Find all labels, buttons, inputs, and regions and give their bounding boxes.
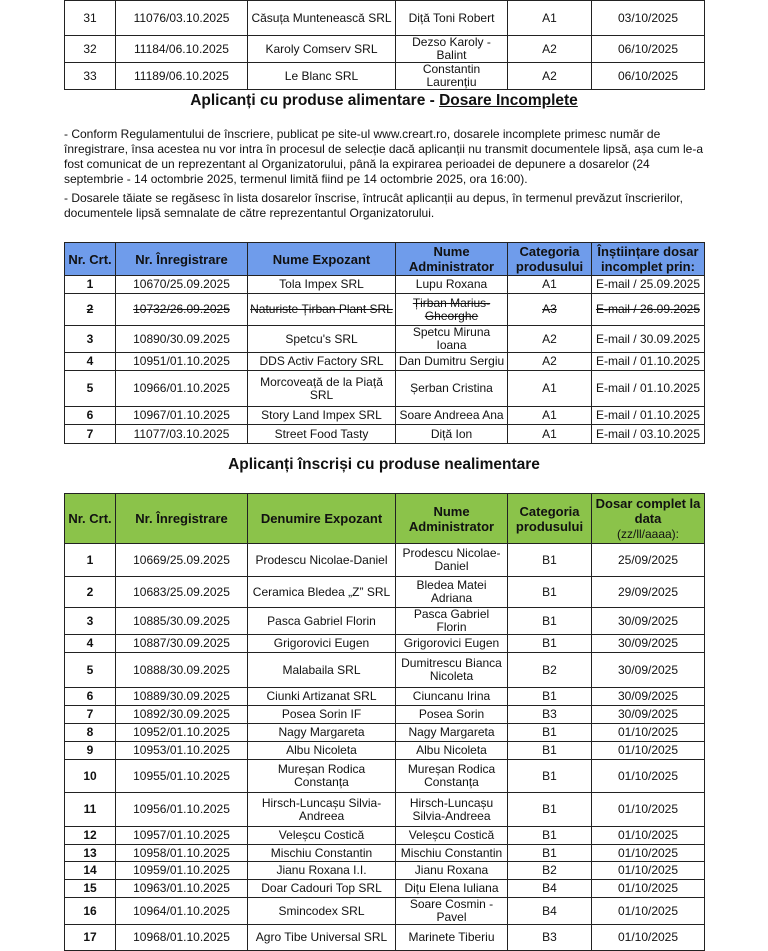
incomplete-title-prefix: Aplicanți cu produse alimentare - — [190, 92, 440, 109]
header-nr-crt: Nr. Crt. — [65, 243, 116, 276]
cell-admin: Țirban Marius-Gheorghe — [396, 294, 508, 326]
cell-nr: 5 — [65, 371, 116, 407]
table-row — [65, 63, 705, 90]
cell-expozant: Pasca Gabriel Florin — [248, 608, 396, 635]
table-row — [65, 724, 705, 742]
cell-expozant: Hirsch-Luncașu Silvia-Andreea — [248, 793, 396, 827]
cell-expozant: Albu Nicoleta — [248, 742, 396, 760]
cell-data: 25/09/2025 — [592, 544, 705, 577]
cell-nr: 3 — [65, 326, 116, 353]
header-dosar-complet-label: Dosar complet la data — [595, 495, 701, 526]
table-row — [65, 407, 705, 425]
cell-admin: Lupu Roxana — [396, 276, 508, 294]
cell-cat: B2 — [508, 653, 592, 688]
cell-admin: Dezso Karoly - Balint — [396, 36, 508, 63]
table-row — [65, 653, 705, 688]
rules-paragraph: - Conform Regulamentului de înscriere, publicat pe site-ul www.creart.ro, dosarele incomplete primesc număr de înregistrare, însa acestea nu vor intra în procesul de selecție dacă aplicanții nu transmit documentele lipsă, așa cum le-a fost comunicat de un reprezentant al Organizatorului, până la expirarea perioadei de depunere a dosarelor (24 septembrie - 14 octombrie 2025, termenul limită fiind pe 14 octombrie 2025, ora 16:00). — [64, 127, 703, 186]
cell-data: 06/10/2025 — [592, 63, 705, 90]
cell-nr: 1 — [65, 276, 116, 294]
table-row — [65, 353, 705, 371]
table-row — [65, 36, 705, 63]
cell-cat: B1 — [508, 827, 592, 845]
header-instiintare: Înștiințare dosar incomplet prin: — [592, 243, 705, 276]
table-header-row — [65, 494, 705, 544]
cell-nr: 4 — [65, 635, 116, 653]
table-row — [65, 898, 705, 925]
cell-cat: B1 — [508, 608, 592, 635]
cell-notif: E-mail / 01.10.2025 — [592, 371, 705, 407]
cell-nr: 2 — [65, 577, 116, 608]
cell-cat: B1 — [508, 793, 592, 827]
table-row — [65, 425, 705, 444]
cell-expozant: Posea Sorin IF — [248, 706, 396, 724]
cell-inreg: 10885/30.09.2025 — [116, 608, 248, 635]
cell-expozant: Veleșcu Costică — [248, 827, 396, 845]
cell-inreg: 10952/01.10.2025 — [116, 724, 248, 742]
table-row — [65, 371, 705, 407]
cell-data: 01/10/2025 — [592, 760, 705, 793]
cell-data: 01/10/2025 — [592, 845, 705, 862]
struck-files-note: - Dosarele tăiate se regăsesc în lista dosarelor înscrise, întrucât aplicanții au depus, în termenul prevăzut înscrierilor, documentele lipsă semnalate de către reprezentantul Organizatorului. — [64, 191, 683, 220]
table-row — [65, 276, 705, 294]
incomplete-section-title — [0, 92, 768, 110]
header-denumire-expozant: Denumire Expozant — [248, 494, 396, 544]
cell-nr: 4 — [65, 353, 116, 371]
cell-data: 30/09/2025 — [592, 688, 705, 706]
table-row — [65, 635, 705, 653]
cell-cat: A1 — [508, 425, 592, 444]
cell-nr: 15 — [65, 880, 116, 898]
cell-expozant: Mischiu Constantin — [248, 845, 396, 862]
cell-admin: Nagy Margareta — [396, 724, 508, 742]
cell-nr: 16 — [65, 898, 116, 925]
table-row — [65, 925, 705, 951]
cell-admin: Dan Dumitru Sergiu — [396, 353, 508, 371]
cell-admin: Soare Andreea Ana — [396, 407, 508, 425]
cell-cat: A1 — [508, 407, 592, 425]
cell-expozant: DDS Activ Factory SRL — [248, 353, 396, 371]
cell-nr: 11 — [65, 793, 116, 827]
table-row — [65, 827, 705, 845]
cell-expozant: Malabaila SRL — [248, 653, 396, 688]
cell-admin: Constantin Laurențiu — [396, 63, 508, 90]
cell-admin: Mureșan Rodica Constanța — [396, 760, 508, 793]
cell-notif: E-mail / 26.09.2025 — [592, 294, 705, 326]
cell-cat: B1 — [508, 742, 592, 760]
table-row — [65, 544, 705, 577]
cell-admin: Soare Cosmin - Pavel — [396, 898, 508, 925]
cell-inreg: 10888/30.09.2025 — [116, 653, 248, 688]
table-row — [65, 845, 705, 862]
cell-cat: A2 — [508, 353, 592, 371]
cell-expozant: Agro Tibe Universal SRL — [248, 925, 396, 951]
cell-inreg: 10959/01.10.2025 — [116, 862, 248, 880]
cell-nr: 2 — [65, 294, 116, 326]
cell-expozant: Căsuța Muntenească SRL — [248, 1, 396, 36]
cell-nr: 13 — [65, 845, 116, 862]
cell-expozant: Tola Impex SRL — [248, 276, 396, 294]
cell-inreg: 10953/01.10.2025 — [116, 742, 248, 760]
cell-expozant: Mureșan Rodica Constanța — [248, 760, 396, 793]
cell-data: 29/09/2025 — [592, 577, 705, 608]
cell-inreg: 10669/25.09.2025 — [116, 544, 248, 577]
cell-cat: B1 — [508, 688, 592, 706]
header-nr-inregistrare: Nr. Înregistrare — [116, 243, 248, 276]
cell-cat: A2 — [508, 326, 592, 353]
header-date-format: (zz/ll/aaaa): — [616, 526, 680, 541]
cell-data: 06/10/2025 — [592, 36, 705, 63]
cell-cat: A1 — [508, 276, 592, 294]
cell-nr: 1 — [65, 544, 116, 577]
cell-cat: A2 — [508, 36, 592, 63]
cell-inreg: 10892/30.09.2025 — [116, 706, 248, 724]
cell-cat: B1 — [508, 760, 592, 793]
cell-expozant: Spetcu's SRL — [248, 326, 396, 353]
cell-admin: Diță Ion — [396, 425, 508, 444]
cell-data: 01/10/2025 — [592, 742, 705, 760]
cell-nr: 5 — [65, 653, 116, 688]
cell-cat: B4 — [508, 880, 592, 898]
cell-inreg: 11189/06.10.2025 — [116, 63, 248, 90]
cell-cat: B1 — [508, 724, 592, 742]
registered-food-table-continuation — [64, 0, 705, 90]
cell-cat: B1 — [508, 635, 592, 653]
header-categoria: Categoria produsului — [508, 494, 592, 544]
cell-cat: B2 — [508, 862, 592, 880]
table-header-row — [65, 243, 705, 276]
cell-cat: B1 — [508, 845, 592, 862]
cell-cat: B1 — [508, 577, 592, 608]
cell-inreg: 10955/01.10.2025 — [116, 760, 248, 793]
cell-notif: E-mail / 03.10.2025 — [592, 425, 705, 444]
table-row — [65, 294, 705, 326]
table-row — [65, 608, 705, 635]
incomplete-title-underlined: Dosare Incomplete — [439, 92, 578, 109]
cell-nr: 31 — [65, 1, 116, 36]
cell-inreg: 10956/01.10.2025 — [116, 793, 248, 827]
header-nume-administrator: Nume Administrator — [396, 494, 508, 544]
table-row — [65, 577, 705, 608]
cell-inreg: 10951/01.10.2025 — [116, 353, 248, 371]
cell-notif: E-mail / 30.09.2025 — [592, 326, 705, 353]
table-row — [65, 1, 705, 36]
cell-data: 30/09/2025 — [592, 635, 705, 653]
cell-admin: Albu Nicoleta — [396, 742, 508, 760]
cell-data: 30/09/2025 — [592, 653, 705, 688]
cell-cat: B1 — [508, 544, 592, 577]
table-row — [65, 688, 705, 706]
cell-inreg: 10683/25.09.2025 — [116, 577, 248, 608]
cell-admin: Pasca Gabriel Florin — [396, 608, 508, 635]
cell-data: 30/09/2025 — [592, 706, 705, 724]
cell-cat: B3 — [508, 925, 592, 951]
table-row — [65, 742, 705, 760]
cell-nr: 8 — [65, 724, 116, 742]
cell-inreg: 10732/26.09.2025 — [116, 294, 248, 326]
cell-cat: A1 — [508, 1, 592, 36]
cell-inreg: 10670/25.09.2025 — [116, 276, 248, 294]
cell-inreg: 10958/01.10.2025 — [116, 845, 248, 862]
cell-data: 30/09/2025 — [592, 608, 705, 635]
cell-inreg: 10966/01.10.2025 — [116, 371, 248, 407]
table-row — [65, 706, 705, 724]
cell-nr: 6 — [65, 407, 116, 425]
cell-admin: Veleșcu Costică — [396, 827, 508, 845]
cell-data: 03/10/2025 — [592, 1, 705, 36]
nonfood-section-title: Aplicanți înscriși cu produse nealimentare — [228, 456, 540, 473]
cell-admin: Hirsch-Luncașu Silvia-Andreea — [396, 793, 508, 827]
cell-expozant: Karoly Comserv SRL — [248, 36, 396, 63]
cell-inreg: 10889/30.09.2025 — [116, 688, 248, 706]
cell-inreg: 10967/01.10.2025 — [116, 407, 248, 425]
cell-expozant: Morcoveață de la Piață SRL — [248, 371, 396, 407]
cell-notif: E-mail / 25.09.2025 — [592, 276, 705, 294]
cell-expozant: Prodescu Nicolae-Daniel — [248, 544, 396, 577]
cell-nr: 10 — [65, 760, 116, 793]
cell-nr: 6 — [65, 688, 116, 706]
cell-nr: 32 — [65, 36, 116, 63]
cell-inreg: 10964/01.10.2025 — [116, 898, 248, 925]
cell-data: 01/10/2025 — [592, 925, 705, 951]
cell-data: 01/10/2025 — [592, 880, 705, 898]
cell-expozant: Ceramica Bledea „Z” SRL — [248, 577, 396, 608]
cell-nr: 12 — [65, 827, 116, 845]
cell-admin: Jianu Roxana — [396, 862, 508, 880]
cell-admin: Diță Toni Robert — [396, 1, 508, 36]
cell-expozant: Le Blanc SRL — [248, 63, 396, 90]
header-nr-crt: Nr. Crt. — [65, 494, 116, 544]
cell-expozant: Doar Cadouri Top SRL — [248, 880, 396, 898]
header-dosar-complet — [592, 494, 705, 544]
cell-inreg: 10887/30.09.2025 — [116, 635, 248, 653]
table-row — [65, 793, 705, 827]
cell-nr: 9 — [65, 742, 116, 760]
cell-nr: 7 — [65, 425, 116, 444]
incomplete-files-table — [64, 242, 705, 444]
cell-nr: 14 — [65, 862, 116, 880]
cell-expozant: Street Food Tasty — [248, 425, 396, 444]
cell-inreg: 11076/03.10.2025 — [116, 1, 248, 36]
header-nume-administrator: Nume Administrator — [396, 243, 508, 276]
cell-admin: Posea Sorin — [396, 706, 508, 724]
cell-admin: Prodescu Nicolae-Daniel — [396, 544, 508, 577]
cell-inreg: 11077/03.10.2025 — [116, 425, 248, 444]
header-nr-inregistrare: Nr. Înregistrare — [116, 494, 248, 544]
cell-data: 01/10/2025 — [592, 793, 705, 827]
cell-inreg: 10968/01.10.2025 — [116, 925, 248, 951]
cell-inreg: 11184/06.10.2025 — [116, 36, 248, 63]
cell-admin: Dumitrescu Bianca Nicoleta — [396, 653, 508, 688]
cell-cat: A3 — [508, 294, 592, 326]
cell-cat: B4 — [508, 898, 592, 925]
table-row — [65, 760, 705, 793]
cell-expozant: Jianu Roxana I.I. — [248, 862, 396, 880]
cell-nr: 3 — [65, 608, 116, 635]
cell-admin: Spetcu Miruna Ioana — [396, 326, 508, 353]
cell-inreg: 10890/30.09.2025 — [116, 326, 248, 353]
header-nume-expozant: Nume Expozant — [248, 243, 396, 276]
cell-expozant: Naturiste Țirban Plant SRL — [248, 294, 396, 326]
cell-admin: Bledea Matei Adriana — [396, 577, 508, 608]
table-row — [65, 880, 705, 898]
nonfood-registered-table — [64, 493, 705, 951]
cell-data: 01/10/2025 — [592, 898, 705, 925]
cell-admin: Dițu Elena Iuliana — [396, 880, 508, 898]
cell-expozant: Grigorovici Eugen — [248, 635, 396, 653]
cell-expozant: Ciunki Artizanat SRL — [248, 688, 396, 706]
cell-cat: B3 — [508, 706, 592, 724]
cell-admin: Grigorovici Eugen — [396, 635, 508, 653]
cell-expozant: Nagy Margareta — [248, 724, 396, 742]
cell-expozant: Smincodex SRL — [248, 898, 396, 925]
table-row — [65, 862, 705, 880]
cell-nr: 33 — [65, 63, 116, 90]
table-row — [65, 326, 705, 353]
cell-data: 01/10/2025 — [592, 862, 705, 880]
cell-cat: A1 — [508, 371, 592, 407]
cell-admin: Marinete Tiberiu — [396, 925, 508, 951]
cell-data: 01/10/2025 — [592, 827, 705, 845]
cell-admin: Șerban Cristina — [396, 371, 508, 407]
cell-admin: Mischiu Constantin — [396, 845, 508, 862]
cell-notif: E-mail / 01.10.2025 — [592, 353, 705, 371]
cell-inreg: 10957/01.10.2025 — [116, 827, 248, 845]
cell-inreg: 10963/01.10.2025 — [116, 880, 248, 898]
cell-nr: 17 — [65, 925, 116, 951]
cell-data: 01/10/2025 — [592, 724, 705, 742]
cell-nr: 7 — [65, 706, 116, 724]
cell-cat: A2 — [508, 63, 592, 90]
header-categoria: Categoria produsului — [508, 243, 592, 276]
cell-admin: Ciuncanu Irina — [396, 688, 508, 706]
cell-expozant: Story Land Impex SRL — [248, 407, 396, 425]
cell-notif: E-mail / 01.10.2025 — [592, 407, 705, 425]
